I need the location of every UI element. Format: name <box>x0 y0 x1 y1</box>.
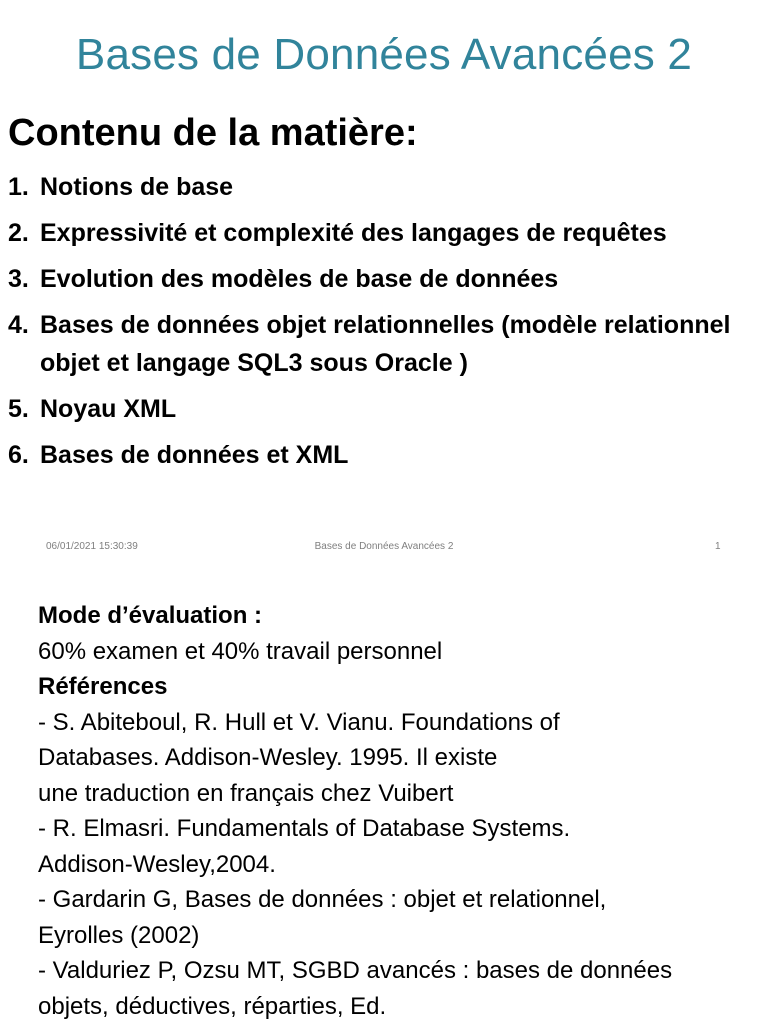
list-item-number: 4. <box>8 311 29 339</box>
reference-line: - Gardarin G, Bases de données : objet et relationnel, <box>38 886 607 913</box>
list-item-text: Notions de base <box>40 173 234 201</box>
list-item <box>8 436 763 474</box>
reference-line: Databases. Addison-Wesley. 1995. Il existe <box>38 744 498 771</box>
list-item-text: Bases de données objet relationnelles (modèle relationnel objet et langage SQL3 sous Oracle ) <box>40 311 731 377</box>
list-item <box>8 306 763 382</box>
slide-title: Bases de Données Avancées 2 <box>75 30 693 79</box>
footer-date: 06/01/2021 15:30:39 <box>46 541 138 552</box>
evaluation-heading: Mode d’évaluation : <box>38 602 263 629</box>
reference-line: objets, déductives, réparties, Ed. <box>38 992 387 1020</box>
list-item-number: 5. <box>8 395 29 423</box>
evaluation-text: 60% examen et 40% travail personnel <box>38 637 443 665</box>
reference-line: - R. Elmasri. Fundamentals of Database Systems. <box>38 815 571 842</box>
list-item <box>8 168 763 206</box>
content-list <box>8 168 763 482</box>
footer-page-number: 1 <box>715 541 721 552</box>
reference-line: - Valduriez P, Ozsu MT, SGBD avancés : bases de données <box>38 957 673 984</box>
list-item-number: 6. <box>8 441 29 469</box>
footer-title: Bases de Données Avancées 2 <box>314 541 454 552</box>
list-item <box>8 214 763 252</box>
reference-line: une traduction en français chez Vuibert <box>38 779 454 807</box>
content-heading: Contenu de la matière: <box>8 112 418 154</box>
reference-line: Eyrolles (2002) <box>38 921 200 949</box>
list-item-number: 3. <box>8 265 29 293</box>
list-item <box>8 390 763 428</box>
list-item-text: Bases de données et XML <box>40 441 349 469</box>
list-item-text: Noyau XML <box>40 395 177 423</box>
slide-footer <box>0 541 768 557</box>
references-heading: Références <box>38 673 168 700</box>
list-item-number: 2. <box>8 219 29 247</box>
reference-line: - S. Abiteboul, R. Hull et V. Vianu. Foundations of <box>38 708 560 736</box>
evaluation-and-references <box>38 598 758 1024</box>
list-item-text: Evolution des modèles de base de données <box>40 265 559 293</box>
list-item <box>8 260 763 298</box>
list-item-number: 1. <box>8 173 29 201</box>
reference-line: Addison-Wesley,2004. <box>38 850 276 878</box>
list-item-text: Expressivité et complexité des langages de requêtes <box>40 219 667 247</box>
